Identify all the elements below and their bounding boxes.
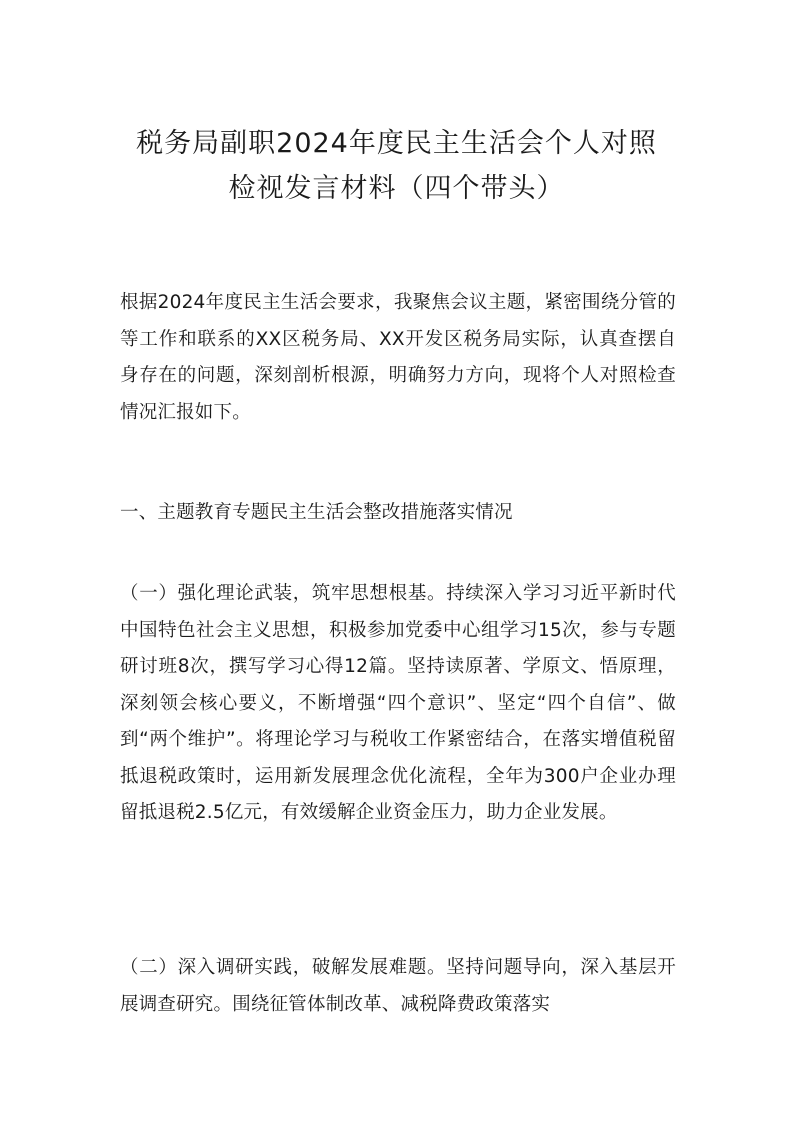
subsection-1-paragraph: （一）强化理论武装，筑牢思想根基。持续深入学习习近平新时代中国特色社会主义思想，积极参加党委中心组学习15次，参与专题研讨班8次，撰写学习心得12篇。坚持读原著、学原文、悟原理，深刻领会核心要义，不断增强“四个意识”、坚定“四个自信”、做到“两个维护”。将理论学习与税收工作紧密结合，在落实增值税留抵退税政策时，运用新发展理念优化流程，全年为300户企业办理留抵退税2.5亿元，有效缓解企业资金压力，助力企业发展。 bbox=[120, 583, 676, 823]
intro-paragraph: 根据2024年度民主生活会要求，我聚焦会议主题，紧密围绕分管的等工作和联系的XX区税务局、XX开发区税务局实际，认真查摆自身存在的问题，深刻剖析根源，明确努力方向，现将个人对照检查情况汇报如下。 bbox=[120, 292, 676, 423]
document-title-line-1: 税务局副职2024年度民主生活会个人对照 bbox=[136, 128, 657, 159]
section-heading-1: 一、主题教育专题民主生活会整改措施落实情况 bbox=[120, 502, 513, 523]
document-title-line-2: 检视发言材料（四个带头） bbox=[228, 173, 565, 204]
subsection-2-paragraph: （二）深入调研实践，破解发展难题。坚持问题导向，深入基层开展调查研究。围绕征管体制改革、减税降费政策落实 bbox=[120, 957, 676, 1015]
